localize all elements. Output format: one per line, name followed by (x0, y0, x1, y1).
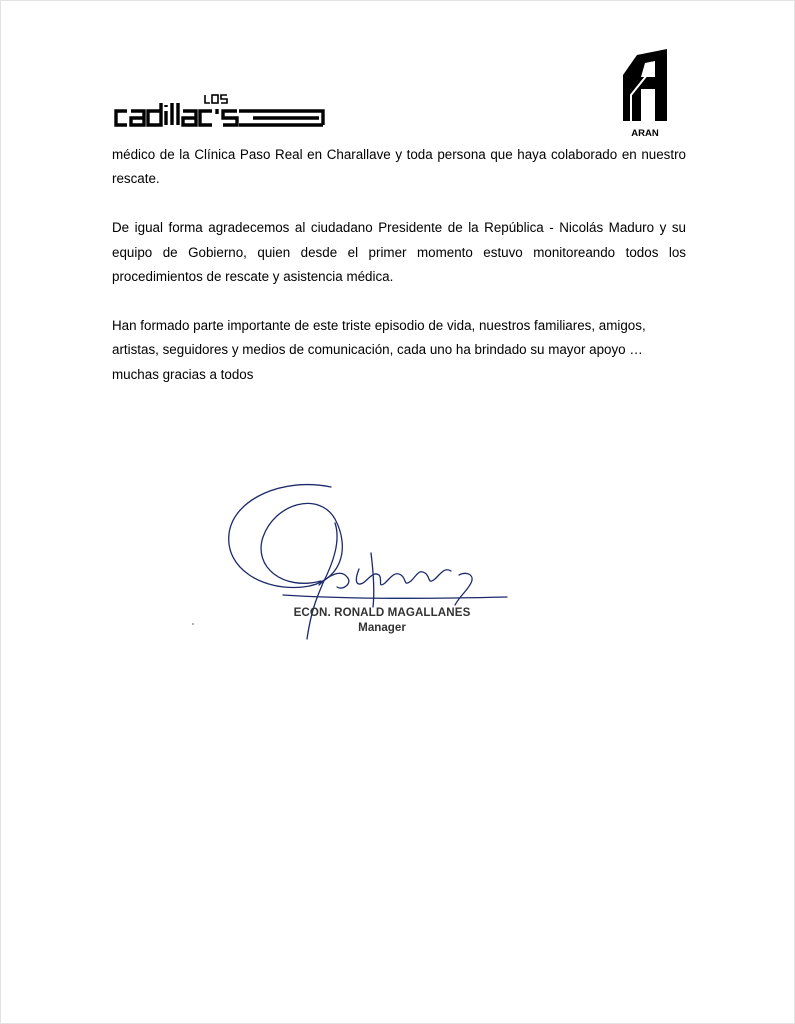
letter-body (112, 143, 686, 411)
handwritten-signature (223, 479, 513, 644)
signatory-role: Manager (358, 621, 406, 634)
ink-dot (192, 623, 194, 625)
paragraph-1: médico de la Clínica Paso Real en Charallave y toda persona que haya colaborado en nuestro rescate. (112, 147, 686, 187)
aran-logo (617, 47, 673, 139)
signatory-name: ECON. RONALD MAGALLANES (293, 606, 471, 619)
paragraph-3: Han formado parte importante de este triste episodio de vida, nuestros familiares, amigos, artistas, seguidores y medios de comunicación, cada uno ha brindado su mayor apoyo … muchas gracias a todos (112, 317, 646, 382)
paragraph-2: De igual forma agradecemos al ciudadano Presidente de la República - Nicolás Maduro y su equipo de Gobierno, quien desde el primer momento estuvo monitoreando todos los procedimientos de rescate y asistencia médica. (112, 220, 686, 285)
los-cadillacs-logo (113, 93, 327, 131)
svg-text:ARAN: ARAN (631, 128, 659, 139)
